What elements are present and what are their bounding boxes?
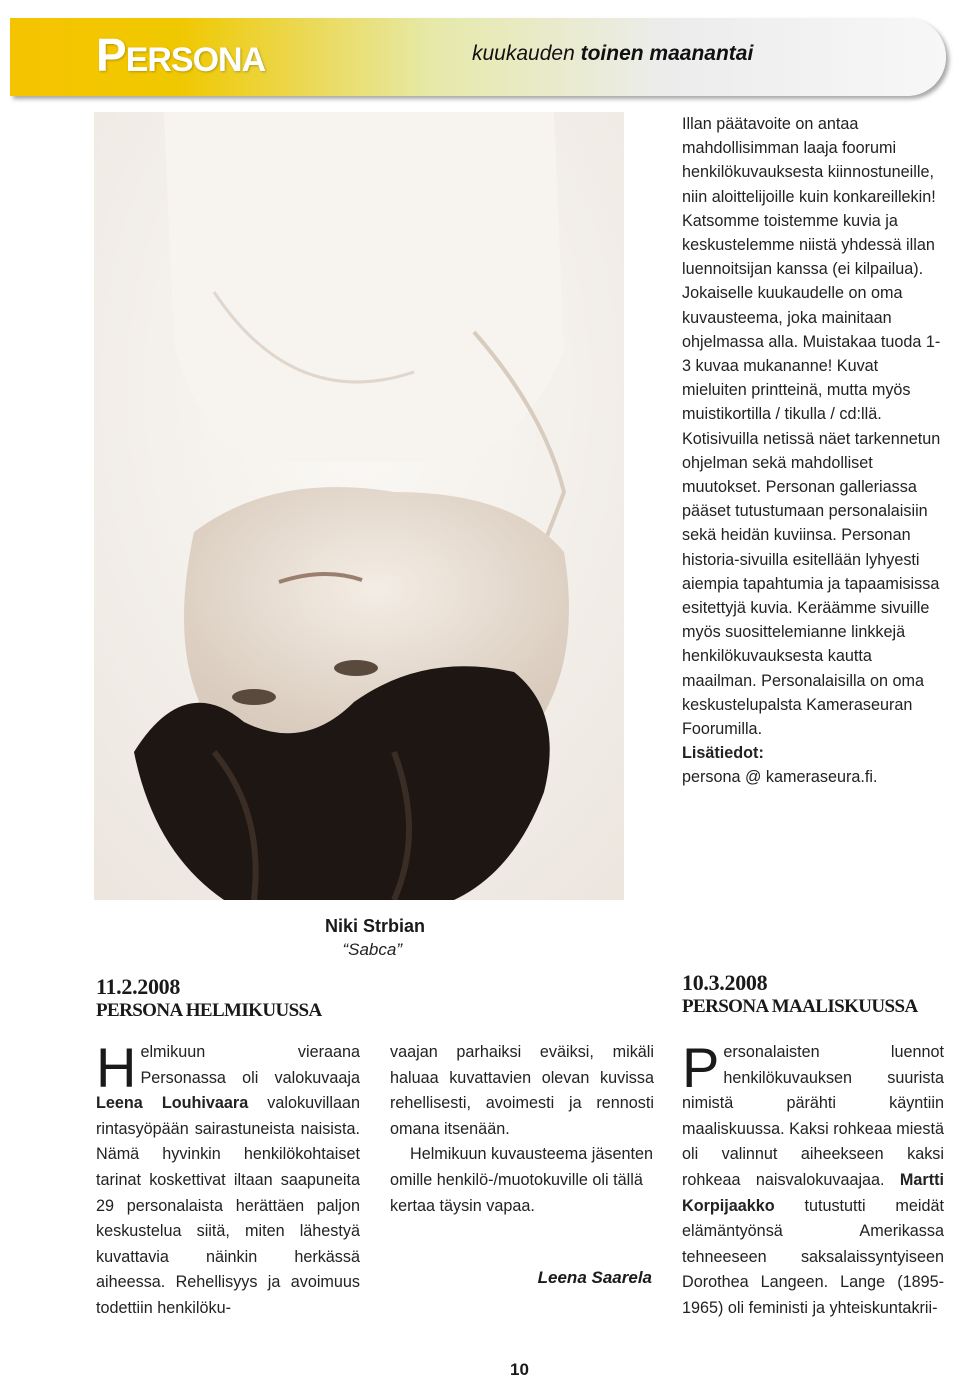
subtitle-part-2: toinen maanantai bbox=[580, 42, 754, 65]
photo-credit-title: “Sabca” bbox=[342, 940, 402, 959]
intro-paragraph: Illan päätavoite on antaa mahdollisimman laaja foorumi henkilökuvauksesta kiinnostuneille, niin aloittelijoille kuin konkareillekin! Katsomme toistemme kuvia ja keskustelemme niistä yhdessä illan luennoitsijan kanssa (ei kilpailua). Jokaiselle kuukaudelle on oma kuvausteema, joka mainitaan ohjelmassa alla. Muistakaa tuoda 1-3 kuvaa mukananne! Kuvat mieluiten printteinä, mutta myös muistikortilla / tikulla / cd:llä. Kotisivuilla netissä näet tarkennetun ohjelman sekä mahdolliset muutokset. Personan galleriassa pääset tutustumaan personalaisiin sekä heidän kuviinsa. Personan historia-sivuilla esitellään lyhyesti aiempia tapahtumia ja tapaamisissa esitettyjä kuvia. Keräämme sivuille myös suosittelemianne linkkejä henkilökuvauksesta kautta maailman. Personalaisilla on oma keskustelupalsta Kameraseuran Foorumilla. bbox=[682, 115, 941, 739]
february-continuation-2: Helmikuun kuvausteema jäsenten omille henkilö-/muotokuville oli tällä kertaa täysin vapaa. bbox=[390, 1145, 653, 1215]
february-date: 11.2.2008 bbox=[96, 974, 181, 999]
page-number: 10 bbox=[510, 1360, 529, 1379]
february-dropcap: H bbox=[96, 1036, 137, 1099]
february-photographer-name: Leena Louhivaara bbox=[96, 1094, 249, 1113]
masthead-subtitle bbox=[472, 42, 753, 66]
february-continuation-1: vaajan parhaiksi eväiksi, mikäli haluaa kuvattavien olevan kuvissa rehellisesti, avoimesti ja rennosti omana itsenään. bbox=[390, 1043, 654, 1138]
february-heading: PERSONA HELMIKUUSSA bbox=[96, 1000, 322, 1021]
february-article bbox=[96, 1036, 360, 1322]
march-presenter-name: Martti Korpijaakko bbox=[682, 1170, 944, 1215]
portrait-photo-image bbox=[94, 112, 624, 900]
february-text-2: valokuvillaan rintasyöpään sairastuneista naisista. Nämä hyvinkin henkilökohtaiset tarinat koskettivat iltaan saapuneita 29 personalaista herättäen paljon keskustelua siitä, miten lähestyä kuvattavia näinkin herkässä aiheessa. Rehellisyys ja avoimuus todettiin henkilöku- bbox=[96, 1094, 360, 1317]
march-heading: PERSONA MAALISKUUSSA bbox=[682, 996, 918, 1017]
masthead-title bbox=[96, 28, 265, 82]
february-text-1: elmikuun vieraana Personassa oli valokuvaaja bbox=[140, 1043, 360, 1087]
march-text-1: ersonalaisten luennot henkilökuvauksen suurista nimistä pärähti käyntiin maaliskuussa. Kaksi rohkeaa miestä oli valinnut aiheekseen kaksi rohkeaa naisvalokuvaajaa. bbox=[682, 1043, 944, 1189]
intro-text bbox=[682, 112, 944, 790]
march-article bbox=[682, 1036, 944, 1322]
more-info-label: Lisätiedot: bbox=[682, 744, 764, 763]
masthead-rest: ERSONA bbox=[125, 41, 266, 79]
march-text-2: tutustutti meidät elämäntyönsä Amerikassa tehneeseen saksalaissyntyiseen Dorothea Langeen. Lange (1895-1965) oli feministi ja yhteiskuntakrii- bbox=[682, 1196, 944, 1317]
february-article-continued bbox=[390, 1040, 654, 1219]
article-signature: Leena Saarela bbox=[537, 1268, 652, 1287]
contact-email: persona @ kameraseura.fi. bbox=[682, 768, 878, 787]
march-date: 10.3.2008 bbox=[682, 970, 768, 995]
photo-credit-name: Niki Strbian bbox=[324, 916, 425, 936]
masthead-cap: P bbox=[96, 29, 126, 81]
subtitle-part-1: kuukauden bbox=[472, 42, 581, 65]
portrait-photo bbox=[94, 112, 624, 900]
march-dropcap: P bbox=[682, 1036, 720, 1099]
